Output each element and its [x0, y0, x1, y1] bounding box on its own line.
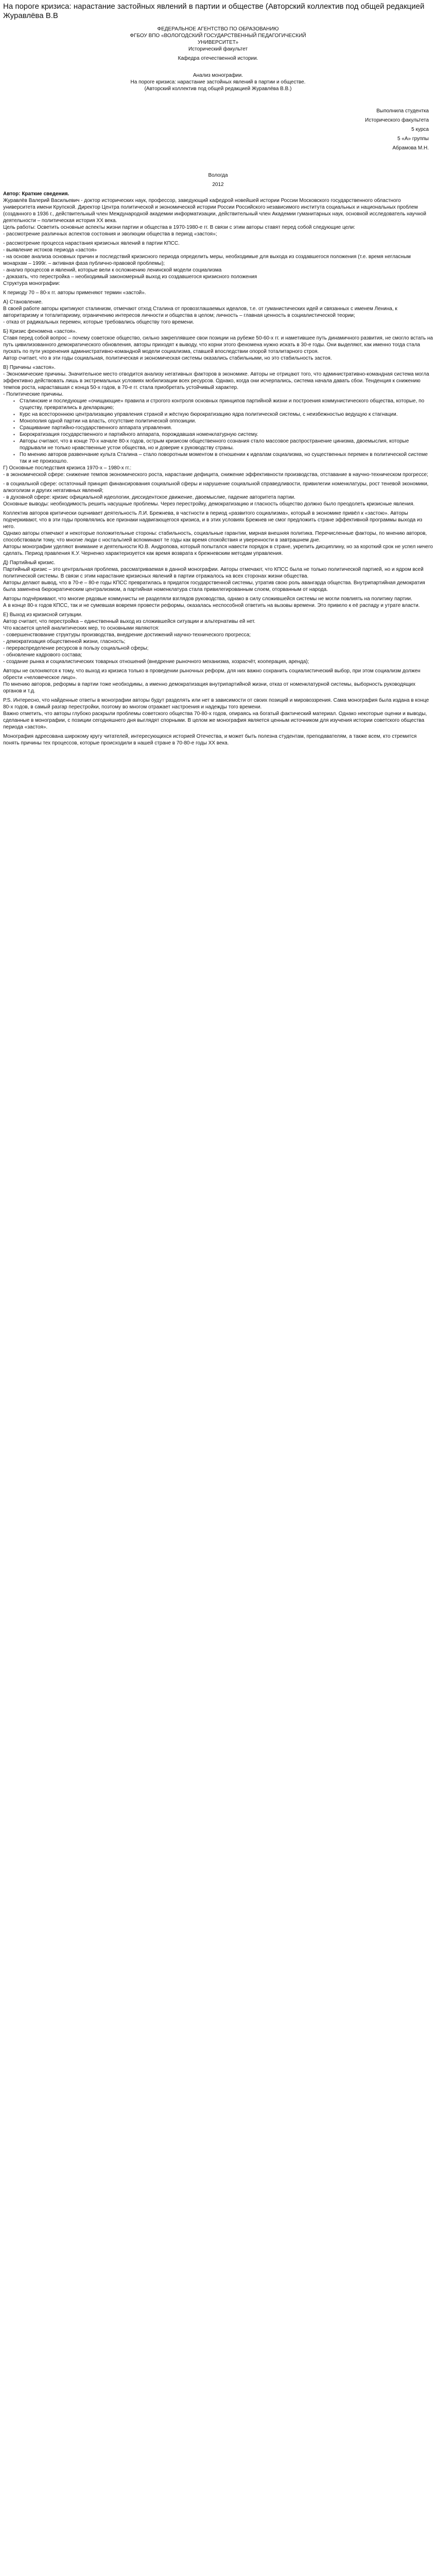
university-line-1: ФГБОУ ВПО «ВОЛОГОДСКИЙ ГОСУДАРСТВЕННЫЙ ПЕДАГОГИЧЕСКИЙ — [130, 33, 306, 39]
body-paragraph: Однако авторы отмечают и некоторые положительные стороны: стабильность, социальные гарантии, мирная внешняя политика. Перечисленные факторы, по мнению авторов, способствовали тому, что многие люди с ностальгией вспоминают те годы как время спокойствия и уверенности в завтрашнем дне. — [3, 531, 427, 543]
list-item: ▪ По мнению авторов развенчание культа Сталина – стало поворотным моментом в отношении к идеалам социализма, но существенных перемен в политической системе так и не произошло. — [14, 451, 433, 465]
periodization-paragraph: К периоду 70 – 80-х гг. авторы применяют термин «застой». — [3, 290, 146, 296]
section-heading: Автор: Краткие сведения. — [3, 191, 69, 197]
work-type: Анализ монографии. — [193, 73, 243, 78]
year-line: 2012 — [212, 182, 224, 188]
body-paragraph: Что касается целей аналитических мер, то основными являются: — [3, 625, 160, 631]
body-paragraph: - в экономической сфере: снижение темпов экономического роста, нарастание дефицита, снижение эффективности производства, отставание в научно-техническом прогрессе; — [3, 472, 428, 478]
measure-item: - перераспределение ресурсов в пользу социальной сферы; — [3, 646, 149, 651]
body-paragraph: Партийный кризис – это центральная проблема, рассматриваемая в данной монографии. Авторы отмечают, что КПСС была не только политической партией, но и ядром всей политической системы. В связи с этим нарастание кризисных явлений в партии отражалось на всех сторонах жизни общества. — [3, 567, 424, 579]
body-paragraph: - отказ от радикальных перемен, которые требовались обществу того времени. — [3, 319, 194, 325]
body-paragraph: Коллектив авторов критически оценивает деятельность Л.И. Брежнева, в частности в период «развитого социализма», который в экономике привёл к «застою». Авторы подчеркивают, что в эти годы проявлялись все признаки надвигающегося кризиса, и в этих условиях Брежнев не смог предложить стране эффективной программы выхода из него. — [3, 511, 423, 530]
measure-item: - демократизация общественной жизни, гласность; — [3, 639, 126, 645]
measure-item: - создание рынка и социалистических товарных отношений (внедрение рыночного механизма, хозрасчёт, кооперация, аренда); — [3, 659, 309, 665]
document-page — [0, 0, 436, 757]
body-paragraph: Р.S. Интересно, что найденные ответы в монографии авторы будут разделять или нет в зависимости от своих позиций и мировоззрения. Сама монография была издана в конце 80-х годов, в самый разгар перестройки, поэтому во многом отражает настроения и надежды того времени. — [3, 698, 429, 710]
structure-heading: Структура монографии: — [3, 281, 60, 286]
goal-item: - рассмотрение процесса нарастания кризисных явлений в партии КПСС. — [3, 241, 180, 246]
list-item: ▪ Авторы считают, что в конце 70-х начале 80-х годов, острым кризисом общественного сознания стало массовое распространение цинизма, двоемыслия, которые подрывали не только нравственные устои общества, но и доверие к руководству страны. — [14, 438, 433, 451]
task-item: - доказать, что перестройка – необходимый закономерный выход из создавшегося кризисного положения — [3, 274, 257, 280]
author-line-4: 5 «А» группы — [397, 136, 429, 142]
measure-item: - обновление кадрового состава; — [3, 652, 82, 658]
body-paragraph: - в духовной сфере: кризис официальной идеологии, диссидентское движение, двоемыслие, падение авторитета партии. — [3, 495, 295, 500]
author-line-1: Выполнила студентка — [376, 108, 429, 114]
subsection-label: В) Причины «застоя». — [3, 365, 56, 370]
list-item: ▪ Сталинские и последующие «очищающие» правила и строгого контроля основных принципов партийной жизни и построения коммунистического общества, которые, по существу, превратились в декларацию; — [14, 398, 433, 411]
tasks-paragraph: - выявление истоков периода «застоя» — [3, 247, 97, 253]
subsection-label: А) Становление. — [3, 299, 43, 305]
task-item: - анализ процессов и явлений, которые вели к осложнению ленинской модели социализма — [3, 267, 222, 273]
work-editors: (Авторский коллектив под общей редакцией Журавлёва В.В.) — [144, 86, 292, 92]
goal-paragraph: Цель работы: Осветить основные аспекты жизни партии и общества в 1970-1980-е гг. В связи с этим авторы ставят перед собой следующие цели: — [3, 225, 355, 230]
body-paragraph: А в конце 80-х годов КПСС, так и не сумевшая вовремя провести реформы, оказалась неспособной ответить на вызовы времени. Это привело к её распаду и утрате власти. — [3, 603, 420, 608]
agency-line: ФЕДЕРАЛЬНОЕ АГЕНТСТВО ПО ОБРАЗОВАНИЮ — [157, 26, 279, 32]
list-item: ▪ Сращивание партийно-государственного аппарата управления. — [14, 425, 433, 431]
document-title: На пороге кризиса: нарастание застойных явлений в партии и обществе (Авторский коллектив под общей редакцией Журавлёва В.В — [3, 2, 425, 20]
author-line-2: Исторического факультета — [365, 117, 429, 123]
work-title: На пороге кризиса: нарастание застойных явлений в партии и обществе. — [130, 79, 306, 85]
body-paragraph: - Экономические причины. Значительное место отводится анализу негативных факторов в экономике. Авторы не отрицают того, что административно-командная система могла эффективно действовать лишь в экстремальных условиях мобилизации всех ресурсов. Однако, когда они исчерпались, система начала давать сбои. Тенденция к снижению темпов роста, нараставшая с конца 50-х годов, в 70-е гг. стала приобретать устойчивый характер. — [3, 371, 429, 391]
author-paragraph: Журавлёв Валерий Васильевич - доктор исторических наук, профессор, заведующий кафедрой новейшей истории России Московского государственного областного университета имени Крупской. Директор Центра политической и экономической истории России Российского независимого института социальных и национальных проблем (созданного в 1936 г., действительный член Международной академии информатизации, действительный член Академии гуманитарных наук, основной исследователь научной деятельности – политическая история XX века. — [3, 198, 426, 224]
subsection-label: Д) Партийный кризис. — [3, 560, 56, 566]
subsection-label: Е) Выход из кризисной ситуации. — [3, 612, 82, 618]
body-paragraph: Авторы делают вывод, что в 70-е – 80-е годы КПСС превратилась в придаток государственной системы, утратив свою роль авангарда общества. Внутрипартийная демократия была заменена бюрократическим централизмом, а партийная номенклатура стала привилегированным слоем, оторванным от народа. — [3, 580, 425, 592]
body-paragraph: По мнению авторов, реформы в партии тоже необходимы, а именно демократизация внутрипартийной жизни, отказ от номенклатурной системы, выборность руководящих органов и т.д. — [3, 682, 416, 694]
author-line-5: Абрамова М.Н. — [392, 145, 429, 151]
list-item: ▪ Монополия одной партии на власть, отсутствие политической оппозиции. — [14, 418, 433, 425]
body-paragraph: В своей работе авторы критикуют сталинизм, отмечают отход Сталина от провозглашаемых идеалов, т.е. от гуманистических идей и связанных с именем Ленина, к авторитаризму и тоталитаризму, ограничению интересов личности и общества в целом; личность – главная ценность в социалистической теории; — [3, 306, 397, 318]
faculty-line: Исторический факультет — [188, 46, 248, 52]
subsection-label: Б) Кризис феномена «застоя». — [3, 329, 77, 334]
body-paragraph: Авторы монографии уделяют внимание и деятельности Ю.В. Андропова, который попытался навести порядок в стране, укрепить дисциплину, но за короткий срок не успел ничего сделать. Период правления К.У. Черненко характеризуется как время возврата к брежневским методам управления. — [3, 544, 433, 556]
body-paragraph: Автор считает, что в эти годы социальная, политическая и экономическая системы оказались стабильными, но это стабильность застоя. — [3, 355, 332, 361]
body-paragraph: - Политические причины. — [3, 392, 64, 397]
university-line-2: УНИВЕРСИТЕТ» — [197, 40, 239, 45]
body-paragraph: - в социальной сфере: остаточный принцип финансирования социальной сферы и нарушение социальной справедливости, привилегии номенклатуры, рост теневой экономики, алкоголизм и других негативных явлений; — [3, 481, 429, 494]
task-item: - на основе анализа основных причин и последствий кризисного периода определить меры, необходимые для выхода из создавшегося положения (т.е. время негласным монархам – 1999г. – активная фаза публично-правовой проблемы); — [3, 254, 411, 266]
body-paragraph: Автор считает, что перестройка – единственный выход из сложившейся ситуации и альтернативы ей нет. — [3, 619, 256, 624]
body-paragraph: Авторы не склоняются к тому, что выход из кризиса только в проведении рыночных реформ, для них важно сохранить социалистический выбор, при этом социализм должен обрести «человеческое лицо». — [3, 668, 421, 681]
body-paragraph: Основные выводы: необходимость решить насущные проблемы. Через перестройку, демократизацию и гласность общество должно было преодолеть кризисные явления. — [3, 501, 415, 507]
body-paragraph: Авторы подчёркивают, что многие рядовые коммунисты не разделяли взглядов руководства, однако в силу сложившейся системы не могли повлиять на политику партии. — [3, 596, 412, 602]
city-line: Вологда — [208, 173, 228, 178]
goal-item: - рассмотрение различных аспектов состояния и эволюции общества в период «застоя»; — [3, 231, 217, 237]
political-causes-list — [14, 398, 433, 465]
body-paragraph: Монография адресована широкому кругу читателей, интересующихся историей Отечества, и может быть полезна студентам, преподавателям, а также всем, кто стремится понять причины тех процессов, которые происходили в нашей стране в 70-80-е годы XX века. — [3, 734, 417, 746]
title-page — [3, 26, 433, 191]
author-line-3: 5 курса — [411, 127, 429, 132]
measure-item: - совершенствование структуры производства, внедрение достижений научно-технического прогресса; — [3, 632, 251, 638]
body-paragraph: Важно отметить, что авторы глубоко раскрыли проблемы советского общества 70-80-х годов, опираясь на богатый фактический материал. Однако некоторые оценки и выводы, сделанные в монографии, с позиции сегодняшнего дня выглядят спорными. В целом же монография является ценным источником для изучения истории советского общества периода «застоя». — [3, 711, 427, 730]
document-body — [3, 191, 433, 747]
list-item: ▪ Бюрократизация государственного и партийного аппарата, порождавшая номенклатурную систему. — [14, 431, 433, 438]
subsection-label: Г) Основные последствия кризиса 1970-х – 1980-х гг.: — [3, 465, 132, 471]
department-line: Кафедра отечественной истории. — [178, 56, 258, 61]
body-paragraph: Ставя перед собой вопрос – почему советское общество, сильно закреплявшее свои позиции на рубеже 50-60-х гг. и наметившее путь динамичного развития, не смогло встать на путь цивилизованного демократического обновления, авторы приходят к выводу, что корни этого феномена нужно искать в 30-е годы. Они выделяют, как именно тогда стала пускать по пути укоренения административно-командной модели социализма, ставшей впоследствии опорой тоталитарного строя. — [3, 335, 433, 354]
list-item: ▪ Курс на всестороннюю централизацию управления страной и жёсткую бюрократизацию ядра политической системы, с неизбежностью ведущую к стагнации. — [14, 411, 433, 418]
